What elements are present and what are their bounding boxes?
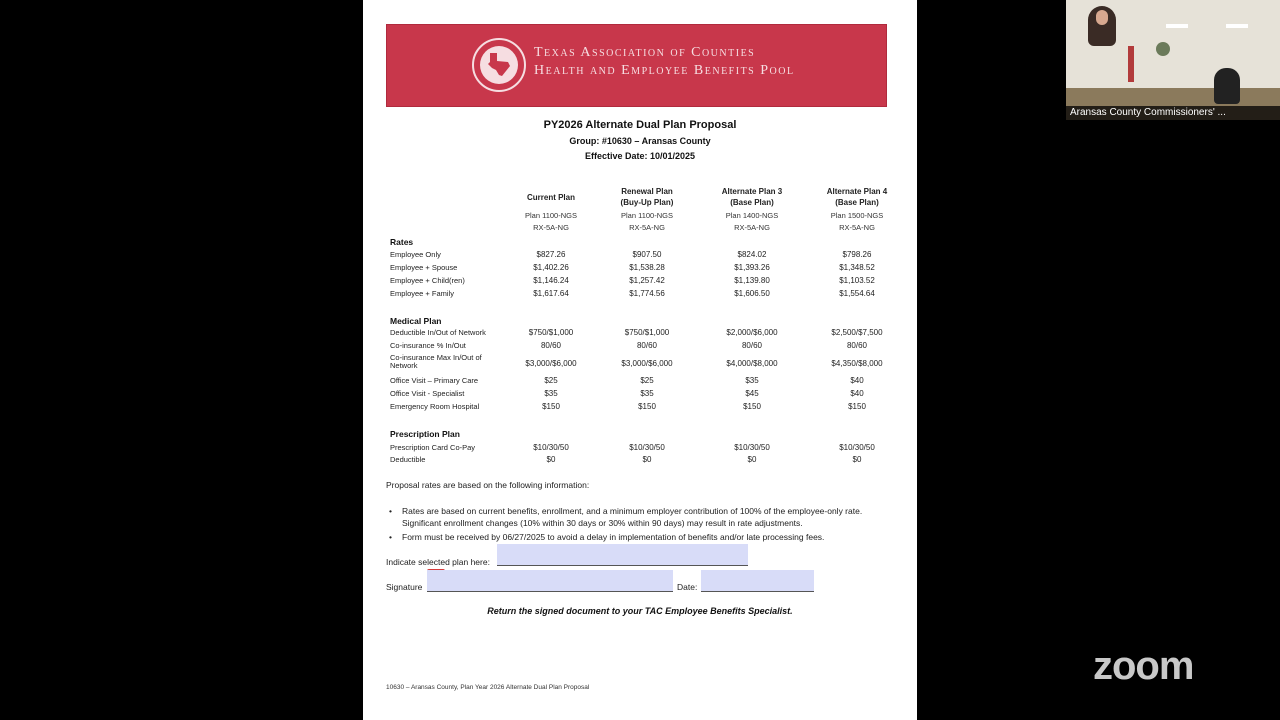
row-label: Employee + Child(ren) bbox=[390, 276, 465, 285]
table-cell: $750/$1,000 bbox=[528, 328, 574, 337]
info-intro: Proposal rates are based on the following information: bbox=[386, 480, 590, 490]
selected-plan-field[interactable] bbox=[497, 544, 748, 566]
table-cell: $0 bbox=[642, 455, 652, 464]
table-cell: $150 bbox=[743, 402, 761, 411]
date-label: Date: bbox=[677, 582, 698, 592]
signature-label: Signature bbox=[386, 582, 423, 592]
row-label: Deductible In/Out of Network bbox=[390, 328, 486, 337]
section-prescription: Prescription Plan bbox=[390, 429, 460, 439]
column-header-alt4: Alternate Plan 4 (Base Plan) bbox=[826, 187, 888, 207]
county-seal-icon bbox=[1156, 42, 1170, 56]
row-label: Office Visit – Primary Care bbox=[390, 376, 479, 385]
signature-field[interactable] bbox=[427, 570, 673, 592]
participant-name: Aransas County Commissioners' ... bbox=[1066, 106, 1280, 120]
banner-line-2: Health and Employee Benefits Pool bbox=[534, 63, 795, 78]
group-line: Group: #10630 – Aransas County bbox=[569, 136, 711, 146]
row-label: Emergency Room Hospital bbox=[390, 402, 480, 411]
table-cell: $25 bbox=[640, 376, 654, 385]
document-footer: 10630 – Aransas County, Plan Year 2026 Alternate Dual Plan Proposal bbox=[386, 684, 590, 691]
table-cell: 80/60 bbox=[741, 341, 763, 350]
table-cell: 80/60 bbox=[540, 341, 562, 350]
proposal-title: PY2026 Alternate Dual Plan Proposal bbox=[543, 119, 737, 131]
section-medical: Medical Plan bbox=[390, 316, 442, 326]
table-cell: $824.02 bbox=[737, 250, 767, 259]
table-cell: $1,538.28 bbox=[629, 263, 665, 272]
table-cell: $798.26 bbox=[842, 250, 872, 259]
table-cell: $150 bbox=[542, 402, 560, 411]
participant-video[interactable] bbox=[1066, 0, 1280, 120]
column-plan-renewal: Plan 1100-NGS RX-5A-NG bbox=[621, 211, 673, 232]
table-cell: 80/60 bbox=[636, 341, 658, 350]
table-cell: $4,350/$8,000 bbox=[831, 359, 883, 368]
row-label: Co-insurance Max In/Out of Network bbox=[390, 353, 482, 370]
table-cell: $10/30/50 bbox=[533, 443, 569, 452]
tac-banner bbox=[386, 24, 887, 107]
section-rates: Rates bbox=[390, 237, 414, 247]
table-cell: $1,139.80 bbox=[734, 276, 770, 285]
table-cell: $1,554.64 bbox=[839, 289, 875, 298]
table-cell: $827.26 bbox=[536, 250, 566, 259]
zoom-logo: zoom bbox=[1093, 644, 1194, 688]
closing-instruction: Return the signed document to your TAC Employee Benefits Specialist. bbox=[487, 606, 793, 616]
table-cell: $907.50 bbox=[632, 250, 662, 259]
table-cell: $1,774.56 bbox=[629, 289, 665, 298]
table-cell: $1,393.26 bbox=[734, 263, 770, 272]
table-cell: $1,103.52 bbox=[839, 276, 875, 285]
table-cell: $35 bbox=[745, 376, 759, 385]
table-cell: $1,606.50 bbox=[734, 289, 770, 298]
table-cell: $35 bbox=[544, 389, 558, 398]
table-cell: $25 bbox=[544, 376, 558, 385]
table-cell: $3,000/$6,000 bbox=[621, 359, 673, 368]
row-label: Deductible bbox=[390, 455, 426, 464]
table-cell: $10/30/50 bbox=[629, 443, 665, 452]
column-header-alt3: Alternate Plan 3 (Base Plan) bbox=[721, 187, 783, 207]
table-cell: $0 bbox=[852, 455, 862, 464]
table-cell: $750/$1,000 bbox=[624, 328, 670, 337]
row-label: Prescription Card Co-Pay bbox=[390, 443, 476, 452]
row-label: Co-insurance % In/Out bbox=[390, 341, 466, 350]
texas-seal-icon bbox=[472, 38, 526, 92]
table-cell: $3,000/$6,000 bbox=[525, 359, 577, 368]
table-cell: $1,617.64 bbox=[533, 289, 569, 298]
row-label: Office Visit - Specialist bbox=[390, 389, 465, 398]
table-cell: $2,500/$7,500 bbox=[831, 328, 883, 337]
selected-plan-label: Indicate selected plan here: bbox=[386, 557, 490, 567]
banner-line-1: Texas Association of Counties bbox=[534, 45, 756, 60]
table-cell: $40 bbox=[850, 376, 864, 385]
effective-date: Effective Date: 10/01/2025 bbox=[584, 151, 696, 161]
table-cell: $0 bbox=[747, 455, 757, 464]
column-plan-current: Plan 1100-NGS RX-5A-NG bbox=[525, 211, 577, 232]
column-header-current: Current Plan bbox=[526, 193, 575, 202]
row-label: Employee + Family bbox=[390, 289, 454, 298]
table-cell: $1,348.52 bbox=[839, 263, 875, 272]
table-cell: 80/60 bbox=[846, 341, 868, 350]
table-cell: $4,000/$8,000 bbox=[726, 359, 778, 368]
table-cell: $150 bbox=[848, 402, 866, 411]
table-cell: $1,402.26 bbox=[533, 263, 569, 272]
column-plan-alt3: Plan 1400-NGS RX-5A-NG bbox=[725, 211, 779, 232]
table-cell: $10/30/50 bbox=[839, 443, 875, 452]
shared-document: Texas Association of Counties Health and Employee Benefits Pool PY2026 Alternate Dual Plan Proposal Group: #10630 – Aransas County Effective Date: 10/01/2025 Current Plan Plan 1100-NGS RX-5A-NG Renewal Plan (Buy-Up Plan) Plan 1100-NGS RX-5A-NG Alternate Plan 3 (Base Plan) Plan 1400-NGS RX-5A-NG Alternate Plan 4 (Base Plan) Plan 1500-NGS RX-5A-NG Rates Employee Only $827.26 $907.50 $824.02 $798.26 Employee + Spouse $1,402.26 $1,538.28 $1,393.26 $1,348.52 Employee + Child(ren) $1,146.24 $1,257.42 $1,139.80 $1,103.52 Employee + Family $1,617.64 $1,774.56 $1,606.50 $1,554.64 Medical Plan Deductible In/Out of Network $750/$1,000 $750/$1,000 $2,000/$6,000 $2,500/$7,500 Co-insurance % In/Out 80/60 80/60 80/60 80/60 Co-insurance Max In/Out of Network $3,000/$6,000 $3,000/$6,000 $4,000/$8,000 $4,350/$8,000 Office Visit – Primary Care $25 $25 $35 $40 Office Visit - Specialist $35 $35 $45 $40 Emergency Room Hospital $150 $150 $150 $150 Prescription Plan Prescription Card Co-Pay $10/30/50 $10/30/50 $10/30/50 $10/30/50 Deductible $0 $0 $0 $0 Proposal rates are based on the following information: • Rates are based on current benefits, enrollment, and a minimum employer contribution of 100% of the employee-only rate. Significant enrollment changes (10% within 30 days or 30% within 90 days) may result in rate adjustments. • Form must be received by 06/27/2025 to avoid a delay in implementation of benefits and/or late processing fees. Indicate selected plan here: Signature Date: Return the signed document to your TAC Employee Benefits Specialist. 10630 – Aransas County, Plan Year 2026 Alternate Dual Plan Proposal bbox=[363, 0, 917, 720]
table-cell: $1,257.42 bbox=[629, 276, 665, 285]
row-label: Employee Only bbox=[390, 250, 441, 259]
column-header-renewal: Renewal Plan (Buy-Up Plan) bbox=[620, 187, 674, 207]
table-cell: $40 bbox=[850, 389, 864, 398]
table-cell: $35 bbox=[640, 389, 654, 398]
flag-icon bbox=[1128, 46, 1134, 82]
table-cell: $45 bbox=[745, 389, 759, 398]
table-cell: $150 bbox=[638, 402, 656, 411]
table-cell: $1,146.24 bbox=[533, 276, 569, 285]
table-cell: $2,000/$6,000 bbox=[726, 328, 778, 337]
column-plan-alt4: Plan 1500-NGS RX-5A-NG bbox=[830, 211, 884, 232]
table-cell: $10/30/50 bbox=[734, 443, 770, 452]
table-cell: $0 bbox=[546, 455, 556, 464]
row-label: Employee + Spouse bbox=[390, 263, 458, 272]
date-field[interactable] bbox=[701, 570, 814, 592]
